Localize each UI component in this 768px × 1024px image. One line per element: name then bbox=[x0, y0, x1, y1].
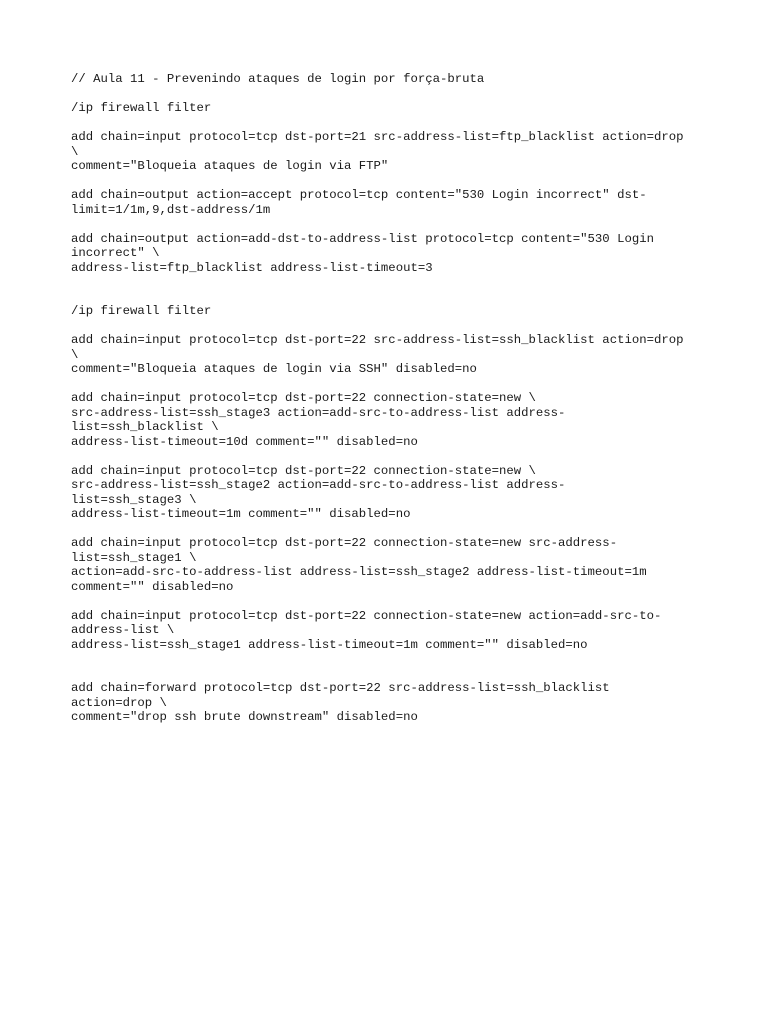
text-line: limit=1/1m,9,dst-address/1m bbox=[71, 202, 271, 217]
text-line: add chain=output action=accept protocol=tcp content="530 Login incorrect" dst- bbox=[71, 188, 647, 202]
text-line: src-address-list=ssh_stage3 action=add-src-to-address-list address- bbox=[71, 405, 566, 420]
text-line: address-list-timeout=10d comment="" disabled=no bbox=[71, 434, 418, 449]
text-line: address-list \ bbox=[71, 623, 175, 637]
text-line: /ip firewall filter bbox=[71, 101, 212, 115]
code-paragraph bbox=[71, 609, 711, 653]
code-paragraph bbox=[71, 101, 711, 116]
text-line: comment="" disabled=no bbox=[71, 579, 234, 594]
text-line: comment="Bloqueia ataques de login via SSH" disabled=no bbox=[71, 362, 477, 376]
code-paragraph bbox=[71, 536, 711, 594]
text-line: comment="drop ssh brute downstream" disabled=no bbox=[71, 710, 418, 724]
text-line: \ bbox=[71, 347, 79, 362]
text-line: /ip firewall filter bbox=[71, 304, 212, 318]
code-paragraph bbox=[71, 188, 711, 217]
text-line: add chain=input protocol=tcp dst-port=22 connection-state=new \ bbox=[71, 391, 536, 405]
text-line: \ bbox=[71, 144, 79, 159]
code-paragraph bbox=[71, 391, 711, 449]
text-line: list=ssh_stage3 \ bbox=[71, 492, 197, 507]
text-line: address-list=ftp_blacklist address-list-timeout=3 bbox=[71, 260, 433, 275]
text-line: incorrect" \ bbox=[71, 246, 160, 260]
text-line: address-list=ssh_stage1 address-list-timeout=1m comment="" disabled=no bbox=[71, 637, 588, 652]
code-paragraph bbox=[71, 232, 711, 276]
text-line: list=ssh_blacklist \ bbox=[71, 420, 219, 434]
text-line: comment="Bloqueia ataques de login via FTP" bbox=[71, 159, 389, 173]
text-line: // Aula 11 - Prevenindo ataques de login por força-bruta bbox=[71, 72, 485, 86]
text-line: add chain=input protocol=tcp dst-port=22 connection-state=new src-address- bbox=[71, 536, 618, 550]
text-line: add chain=input protocol=tcp dst-port=22 src-address-list=ssh_blacklist action=drop bbox=[71, 333, 684, 347]
code-paragraph bbox=[71, 681, 711, 725]
code-paragraph bbox=[71, 333, 711, 377]
paragraph-spacer bbox=[71, 290, 711, 305]
text-line: add chain=output action=add-dst-to-address-list protocol=tcp content="530 Login bbox=[71, 231, 654, 246]
text-line: action=drop \ bbox=[71, 695, 167, 710]
paragraph-spacer bbox=[71, 667, 711, 682]
text-line: list=ssh_stage1 \ bbox=[71, 550, 197, 565]
text-line: src-address-list=ssh_stage2 action=add-src-to-address-list address- bbox=[71, 478, 566, 492]
text-line: add chain=input protocol=tcp dst-port=21 src-address-list=ftp_blacklist action=drop bbox=[71, 130, 684, 144]
document-heading-comment bbox=[71, 72, 711, 87]
text-line: address-list-timeout=1m comment="" disabled=no bbox=[71, 507, 411, 521]
text-line: add chain=input protocol=tcp dst-port=22 connection-state=new \ bbox=[71, 463, 536, 478]
text-line: add chain=input protocol=tcp dst-port=22 connection-state=new action=add-src-to- bbox=[71, 608, 662, 623]
document-body bbox=[71, 72, 711, 739]
code-paragraph bbox=[71, 130, 711, 174]
code-paragraph bbox=[71, 304, 711, 319]
code-paragraph bbox=[71, 464, 711, 522]
text-line: action=add-src-to-address-list address-list=ssh_stage2 address-list-timeout=1m bbox=[71, 565, 647, 579]
text-line: add chain=forward protocol=tcp dst-port=22 src-address-list=ssh_blacklist bbox=[71, 681, 610, 695]
